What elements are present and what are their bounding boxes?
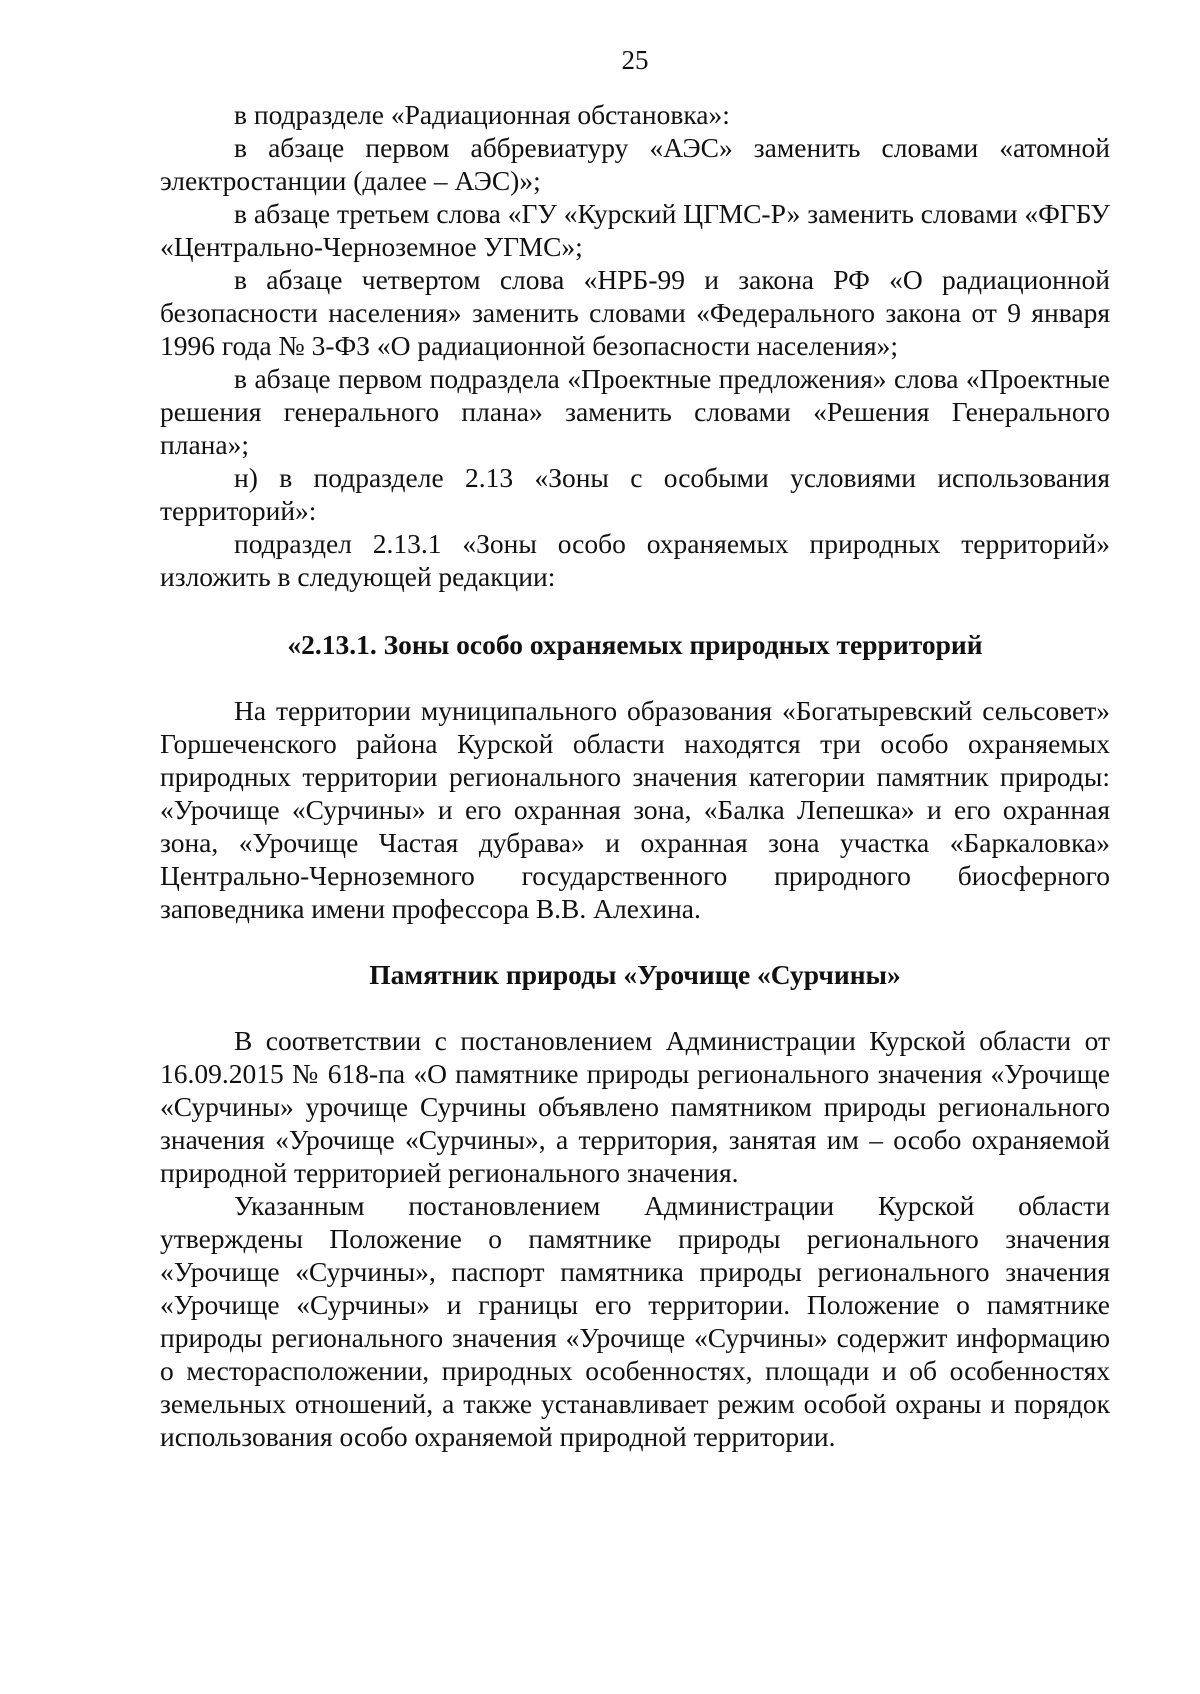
paragraph-territories-intro: На территории муниципального образования «Богатыревский сельсовет» Горшеченского района Курской области находятся три особо охраняемых природных территории регионального значения категории памятник природы: «Урочище «Сурчины» и его охранная зона, «Балка Лепешка» и его охранная зона, «Урочище Частая дубрава» и охранная зона участка «Баркаловка» Центрально-Черноземного государственного природного биосферного заповедника имени профессора В.В. Алехина. [160, 695, 1110, 924]
paragraph-radiation-subsection: в подразделе «Радиационная обстановка»: [234, 99, 730, 130]
paragraph-resolution: В соответствии с постановлением Администрации Курской области от 16.09.2015 № 618-па «О памятнике природы регионального значения «Урочище «Сурчины» урочище Сурчины объявлено памятником природы регионального значения «Урочище «Сурчины», а территория, занятая им – особо охраняемой природной территорией регионального значения. [160, 1025, 1110, 1188]
paragraph-subsection-2-13-1: подраздел 2.13.1 «Зоны особо охраняемых природных территорий» изложить в следующей редакции: [160, 528, 1110, 592]
paragraph-subsection-2-13: н) в подразделе 2.13 «Зоны с особыми условиями использования территорий»: [160, 462, 1110, 526]
paragraph-third-abzac: в абзаце третьем слова «ГУ «Курский ЦГМС-Р» заменить словами «ФГБУ «Центрально-Черноземное УГМС»; [160, 198, 1110, 262]
paragraph-regulation: Указанным постановлением Администрации Курской области утверждены Положение о памятнике природы регионального значения «Урочище «Сурчины», паспорт памятника природы регионального значения «Урочище «Сурчины» и границы его территории. Положение о памятнике природы регионального значения «Урочище «Сурчины» содержит информацию о месторасположении, природных особенностях, площади и об особенностях земельных отношений, а также устанавливает режим особой охраны и порядок использования особо охраняемой природной территории. [160, 1190, 1110, 1452]
paragraph-fourth-abzac: в абзаце четвертом слова «НРБ-99 и закона РФ «О радиационной безопасности населения» заменить словами «Федерального закона от 9 января 1996 года № 3-ФЗ «О радиационной безопасности населения»; [160, 264, 1110, 361]
page-number: 25 [621, 45, 649, 75]
document-page [160, 0, 1110, 1694]
paragraph-abbreviation-change: в абзаце первом аббревиатуру «АЭС» заменить словами «атомной электростанции (далее – АЭС)»; [160, 132, 1110, 196]
section-heading-protected-zones: «2.13.1. Зоны особо охраняемых природных территорий [287, 629, 983, 660]
section-heading-surchiny: Памятник природы «Урочище «Сурчины» [369, 959, 901, 990]
paragraph-project-proposals: в абзаце первом подраздела «Проектные предложения» слова «Проектные решения генерального плана» заменить словами «Решения Генерального плана»; [160, 363, 1110, 460]
